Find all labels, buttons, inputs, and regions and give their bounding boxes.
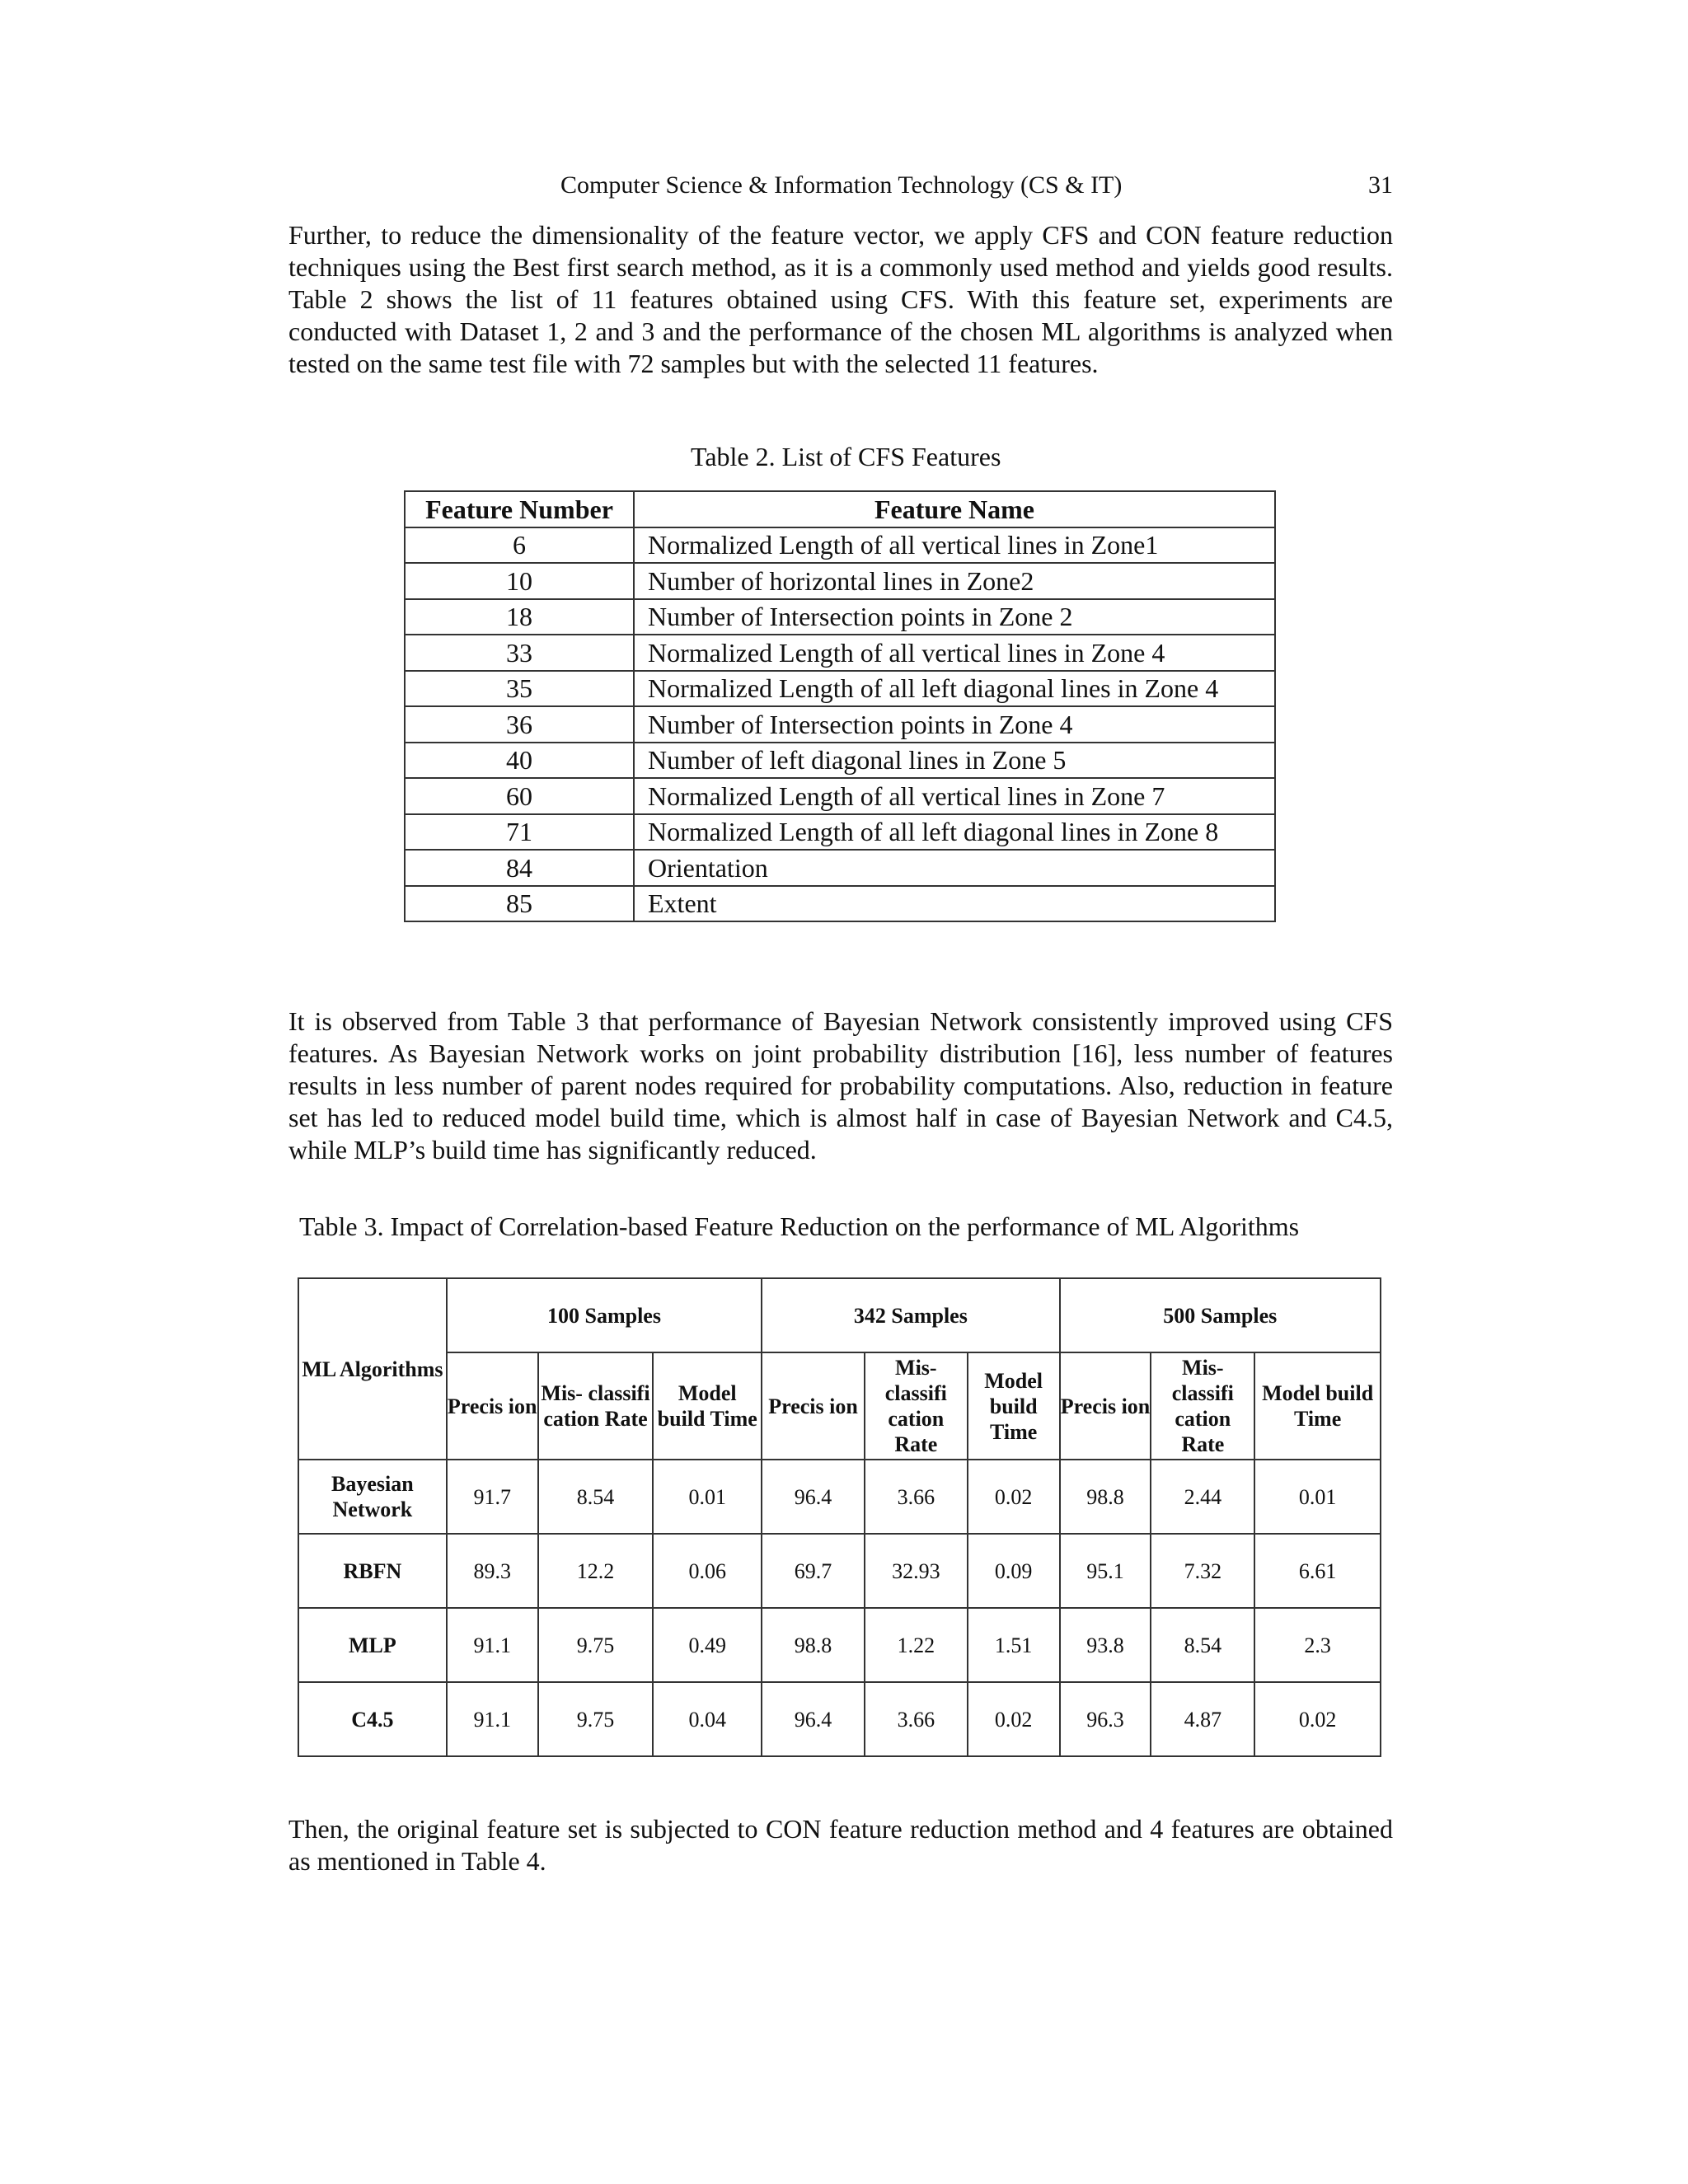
metric-value: 96.4 bbox=[762, 1460, 865, 1534]
table2-header-feature-number: Feature Number bbox=[405, 491, 634, 527]
metric-value: 91.1 bbox=[447, 1682, 538, 1756]
metric-value: 0.02 bbox=[1254, 1682, 1381, 1756]
subheader-misclassification-rate: Mis- classifi cation Rate bbox=[1151, 1352, 1254, 1460]
metric-value: 1.22 bbox=[865, 1608, 968, 1682]
table-row bbox=[405, 671, 1275, 707]
metric-value: 2.3 bbox=[1254, 1608, 1381, 1682]
metric-value: 0.09 bbox=[968, 1534, 1060, 1608]
algorithm-name: Bayesian Network bbox=[298, 1460, 447, 1534]
feature-number: 84 bbox=[405, 850, 634, 886]
table3-group-100: 100 Samples bbox=[447, 1278, 762, 1352]
subheader-model-build-time: Model build Time bbox=[653, 1352, 762, 1460]
subheader-misclassification-rate: Mis- classifi cation Rate bbox=[538, 1352, 654, 1460]
feature-name: Number of Intersection points in Zone 2 bbox=[634, 599, 1275, 635]
metric-value: 32.93 bbox=[865, 1534, 968, 1608]
metric-value: 0.49 bbox=[653, 1608, 762, 1682]
metric-value: 4.87 bbox=[1151, 1682, 1254, 1756]
feature-number: 85 bbox=[405, 886, 634, 922]
metric-value: 6.61 bbox=[1254, 1534, 1381, 1608]
metric-value: 3.66 bbox=[865, 1460, 968, 1534]
metric-value: 3.66 bbox=[865, 1682, 968, 1756]
metric-value: 9.75 bbox=[538, 1682, 654, 1756]
subheader-precision: Precis ion bbox=[1060, 1352, 1151, 1460]
feature-name: Extent bbox=[634, 886, 1275, 922]
metric-value: 0.02 bbox=[968, 1460, 1060, 1534]
metric-value: 93.8 bbox=[1060, 1608, 1151, 1682]
table3-caption: Table 3. Impact of Correlation-based Feature Reduction on the performance of ML Algorithms bbox=[299, 1212, 1300, 1241]
table-row bbox=[405, 886, 1275, 922]
algorithm-name: MLP bbox=[298, 1608, 447, 1682]
algorithm-name: RBFN bbox=[298, 1534, 447, 1608]
journal-title: Computer Science & Information Technology (CS & IT) bbox=[560, 171, 1123, 199]
feature-number: 35 bbox=[405, 671, 634, 707]
table-row bbox=[405, 563, 1275, 599]
table-row bbox=[298, 1608, 1381, 1682]
table-row bbox=[405, 706, 1275, 743]
feature-number: 18 bbox=[405, 599, 634, 635]
table-row bbox=[405, 743, 1275, 779]
feature-number: 60 bbox=[405, 778, 634, 814]
subheader-model-build-time: Model build Time bbox=[968, 1352, 1060, 1460]
feature-name: Normalized Length of all vertical lines in Zone 4 bbox=[634, 635, 1275, 671]
metric-value: 98.8 bbox=[1060, 1460, 1151, 1534]
table-row bbox=[298, 1460, 1381, 1534]
metric-value: 0.01 bbox=[1254, 1460, 1381, 1534]
table-row bbox=[405, 814, 1275, 851]
metric-value: 8.54 bbox=[538, 1460, 654, 1534]
feature-name: Number of left diagonal lines in Zone 5 bbox=[634, 743, 1275, 779]
feature-number: 10 bbox=[405, 563, 634, 599]
metric-value: 12.2 bbox=[538, 1534, 654, 1608]
paragraph-2: It is observed from Table 3 that performance of Bayesian Network consistently improved using CFS features. As Bayesian Network works on joint probability distribution [16], less number of features results in less number of parent nodes required for probability computations. Also, reduction in feature set has led to reduced model build time, which is almost half in case of Bayesian Network and C4.5, while MLP’s build time has significantly reduced. bbox=[288, 1006, 1393, 1165]
table3-header-ml-algorithms: ML Algorithms bbox=[298, 1278, 447, 1460]
metric-value: 7.32 bbox=[1151, 1534, 1254, 1608]
metric-value: 1.51 bbox=[968, 1608, 1060, 1682]
metric-value: 69.7 bbox=[762, 1534, 865, 1608]
metric-value: 0.04 bbox=[653, 1682, 762, 1756]
table-2 bbox=[404, 490, 1276, 922]
subheader-misclassification-rate: Mis- classifi cation Rate bbox=[865, 1352, 968, 1460]
metric-value: 96.4 bbox=[762, 1682, 865, 1756]
metric-value: 8.54 bbox=[1151, 1608, 1254, 1682]
metric-value: 0.02 bbox=[968, 1682, 1060, 1756]
table3-subheader-row bbox=[298, 1352, 1381, 1460]
algorithm-name: C4.5 bbox=[298, 1682, 447, 1756]
feature-number: 6 bbox=[405, 527, 634, 564]
subheader-precision: Precis ion bbox=[762, 1352, 865, 1460]
metric-value: 89.3 bbox=[447, 1534, 538, 1608]
feature-name: Normalized Length of all vertical lines in Zone 7 bbox=[634, 778, 1275, 814]
feature-name: Number of horizontal lines in Zone2 bbox=[634, 563, 1275, 599]
table3-group-500: 500 Samples bbox=[1060, 1278, 1381, 1352]
table2-header-row bbox=[405, 491, 1275, 527]
metric-value: 96.3 bbox=[1060, 1682, 1151, 1756]
paragraph-3: Then, the original feature set is subjected to CON feature reduction method and 4 features are obtained as mentioned in Table 4. bbox=[288, 1814, 1393, 1876]
feature-name: Normalized Length of all left diagonal lines in Zone 8 bbox=[634, 814, 1275, 851]
paragraph-1: Further, to reduce the dimensionality of the feature vector, we apply CFS and CON feature reduction techniques using the Best first search method, as it is a commonly used method and yields good results. Table 2 shows the list of 11 features obtained using CFS. With this feature set, experiments are conducted with Dataset 1, 2 and 3 and the performance of the chosen ML algorithms is analyzed when tested on the same test file with 72 samples but with the selected 11 features. bbox=[288, 220, 1393, 378]
feature-name: Orientation bbox=[634, 850, 1275, 886]
running-header bbox=[560, 171, 1393, 199]
metric-value: 95.1 bbox=[1060, 1534, 1151, 1608]
metric-value: 91.7 bbox=[447, 1460, 538, 1534]
feature-number: 71 bbox=[405, 814, 634, 851]
subheader-model-build-time: Model build Time bbox=[1254, 1352, 1381, 1460]
metric-value: 91.1 bbox=[447, 1608, 538, 1682]
feature-name: Normalized Length of all vertical lines in Zone1 bbox=[634, 527, 1275, 564]
table-row bbox=[405, 778, 1275, 814]
page-number: 31 bbox=[1368, 171, 1393, 199]
feature-name: Number of Intersection points in Zone 4 bbox=[634, 706, 1275, 743]
metric-value: 9.75 bbox=[538, 1608, 654, 1682]
feature-number: 40 bbox=[405, 743, 634, 779]
table3-group-row bbox=[298, 1278, 1381, 1352]
table-row bbox=[298, 1534, 1381, 1608]
table2-caption: Table 2. List of CFS Features bbox=[691, 442, 1001, 471]
table2-header-feature-name: Feature Name bbox=[634, 491, 1275, 527]
metric-value: 0.06 bbox=[653, 1534, 762, 1608]
table3-group-342: 342 Samples bbox=[762, 1278, 1059, 1352]
subheader-precision: Precis ion bbox=[447, 1352, 538, 1460]
table-3 bbox=[298, 1277, 1381, 1757]
table-row bbox=[298, 1682, 1381, 1756]
table-row bbox=[405, 850, 1275, 886]
metric-value: 0.01 bbox=[653, 1460, 762, 1534]
metric-value: 98.8 bbox=[762, 1608, 865, 1682]
table-row bbox=[405, 527, 1275, 564]
feature-name: Normalized Length of all left diagonal lines in Zone 4 bbox=[634, 671, 1275, 707]
feature-number: 33 bbox=[405, 635, 634, 671]
metric-value: 2.44 bbox=[1151, 1460, 1254, 1534]
feature-number: 36 bbox=[405, 706, 634, 743]
table-row bbox=[405, 599, 1275, 635]
table-row bbox=[405, 635, 1275, 671]
